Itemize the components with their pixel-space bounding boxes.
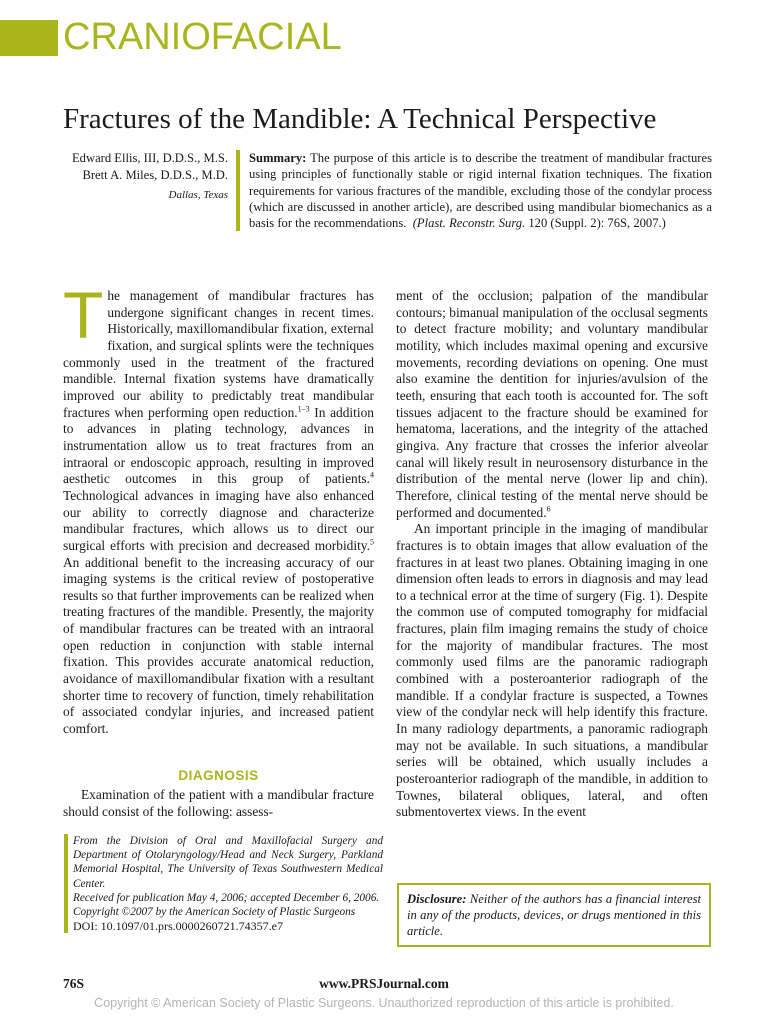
summary-text: The purpose of this article is to describe the treatment of mandibular fractures using principles of functionally stable or rigid internal fixation techniques. The fixation requirements for various fractures of the mandible, excluding those of the condylar process (which are discussed in another article), are described using mandibular biomechanics as a basis for the recommendations. <box>249 151 712 231</box>
copyright-notice: Copyright ©2007 by the American Society of Plastic Surgeons <box>73 906 356 919</box>
section-title: CRANIOFACIAL <box>63 16 342 58</box>
summary-box <box>236 150 712 231</box>
section-heading-diagnosis: DIAGNOSIS <box>178 768 259 783</box>
citation-details: 120 (Suppl. 2): 76S, 2007.) <box>528 216 666 231</box>
reference-marker: 5 <box>370 537 374 547</box>
copyright-watermark: Copyright © American Society of Plastic Surgeons. Unauthorized reproduction of this article is prohibited. <box>94 996 674 1010</box>
summary-label: Summary: <box>249 151 307 165</box>
page-number: 76S <box>63 976 85 991</box>
author-location: Dallas, Texas <box>168 189 228 201</box>
reference-marker: 1–3 <box>297 404 310 414</box>
author-name: Edward Ellis, III, D.D.S., M.S. <box>71 151 228 165</box>
disclosure-text: Neither of the authors has a financial interest in any of the products, devices, or drugs mentioned in this article. <box>407 892 701 939</box>
received-dates: Received for publication May 4, 2006; accepted December 6, 2006. <box>73 891 380 904</box>
doi-link[interactable]: DOI: 10.1097/01.prs.0000260721.74357.e7 <box>73 919 283 934</box>
disclosure-box <box>397 883 711 947</box>
reference-marker: 6 <box>546 504 551 514</box>
author-name: Brett A. Miles, D.D.S., M.D. <box>82 167 228 182</box>
article-title: Fractures of the Mandible: A Technical Perspective <box>63 103 657 135</box>
citation-journal: (Plast. Reconstr. Surg. <box>412 216 526 231</box>
body-column-left <box>63 278 374 738</box>
drop-cap: T <box>63 278 104 352</box>
journal-url[interactable]: www.PRSJournal.com <box>319 976 449 991</box>
affiliation-footnote <box>64 834 383 933</box>
disclosure-label: Disclosure: <box>407 892 467 906</box>
exam-paragraph: ment of the occlusion; palpation of the mandibular contours; bimanual manipulation of the occlusal segments to detect fracture mobility; and voluntary mandibular motility, which includes maximal opening and excursive movements, recording deviations on opening. One must also examine the dentition for injuries/avulsion of the teeth, ensuring that each tooth is accounted for. The soft tissues adjacent to the fracture should be examined for hematoma, lacerations, and the integrity of the attached gingiva. Any fracture that crosses the inferior alveolar canal will likely result in neurosensory disturbance in the distribution of the mental nerve (lower lip and chin). Therefore, clinical testing of the mental nerve should be performed and documented.$^6$ <box>396 288 708 520</box>
intro-paragraph: The management of mandibular fractures has undergone significant changes in recent times. Historically, maxillomandibular fixation, external fixation, and surgical splints were the techniques commonly used in the treatment of the fractured mandible. Internal fixation systems have dramatically improved our ability to predictably treat mandibular fractures when performing open reduction.$^{1-3}$ In addition to advances in plating technology, advances in instrumentation allow us to treat fractures from an intraoral or endoscopic approach, resulting in improved aesthetic outcomes in this group of patients.$^4$ Technological advances in imaging have also enhanced our ability to correctly diagnose and characterize mandibular fractures, which allows us to direct our surgical efforts with precision and decreased morbidity.$^5$ An additional benefit to the increasing accuracy of our imaging systems is the critical review of postoperative results so that further improvements can be realized when treating fractures of the mandible. Presently, the majority of mandibular fractures can be treated with an intraoral open reduction in conjunction with stable internal fixation. This provides accurate anatomical reduction, avoidance of maxillomandibular fixation with a resultant shorter time to recovery of function, timely rehabilitation of associated condylar injuries, and increased patient comfort. <box>63 278 374 737</box>
author-block <box>40 150 228 204</box>
imaging-paragraph: An important principle in the imaging of mandibular fractures is to obtain images that allow evaluation of the fractures in at least two planes. Obtaining imaging in one dimension often leads to errors in diagnosis and may lead to a technical error at the time of surgery (Fig. 1). Despite the common use of computed tomography for midfacial fractures, plain film imaging remains the study of choice for the majority of mandibular fractures. The most commonly used films are the panoramic radiograph combined with a posteroanterior radiograph of the mandible. If a condylar fracture is suspected, a Townes view of the condylar neck will help identify this fracture. In many radiology departments, a panoramic radiograph may not be available. In such situations, a mandibular series will be obtained, which usually includes a posteroanterior radiograph of the mandible, in addition to Townes, bilateral obliques, lateral, and often submentovertex views. In the event <box>396 521 708 820</box>
affiliation-text: From the Division of Oral and Maxillofacial Surgery and Department of Otolaryngology/Head and Neck Surgery, Parkland Memorial Hospital, The University of Texas Southwestern Medical Center. <box>73 835 383 890</box>
section-color-bar <box>0 20 58 56</box>
diagnosis-paragraph: Examination of the patient with a mandibular fracture should consist of the following: assess- <box>63 787 374 819</box>
body-column-right <box>396 288 708 821</box>
reference-marker: 4 <box>370 470 374 480</box>
